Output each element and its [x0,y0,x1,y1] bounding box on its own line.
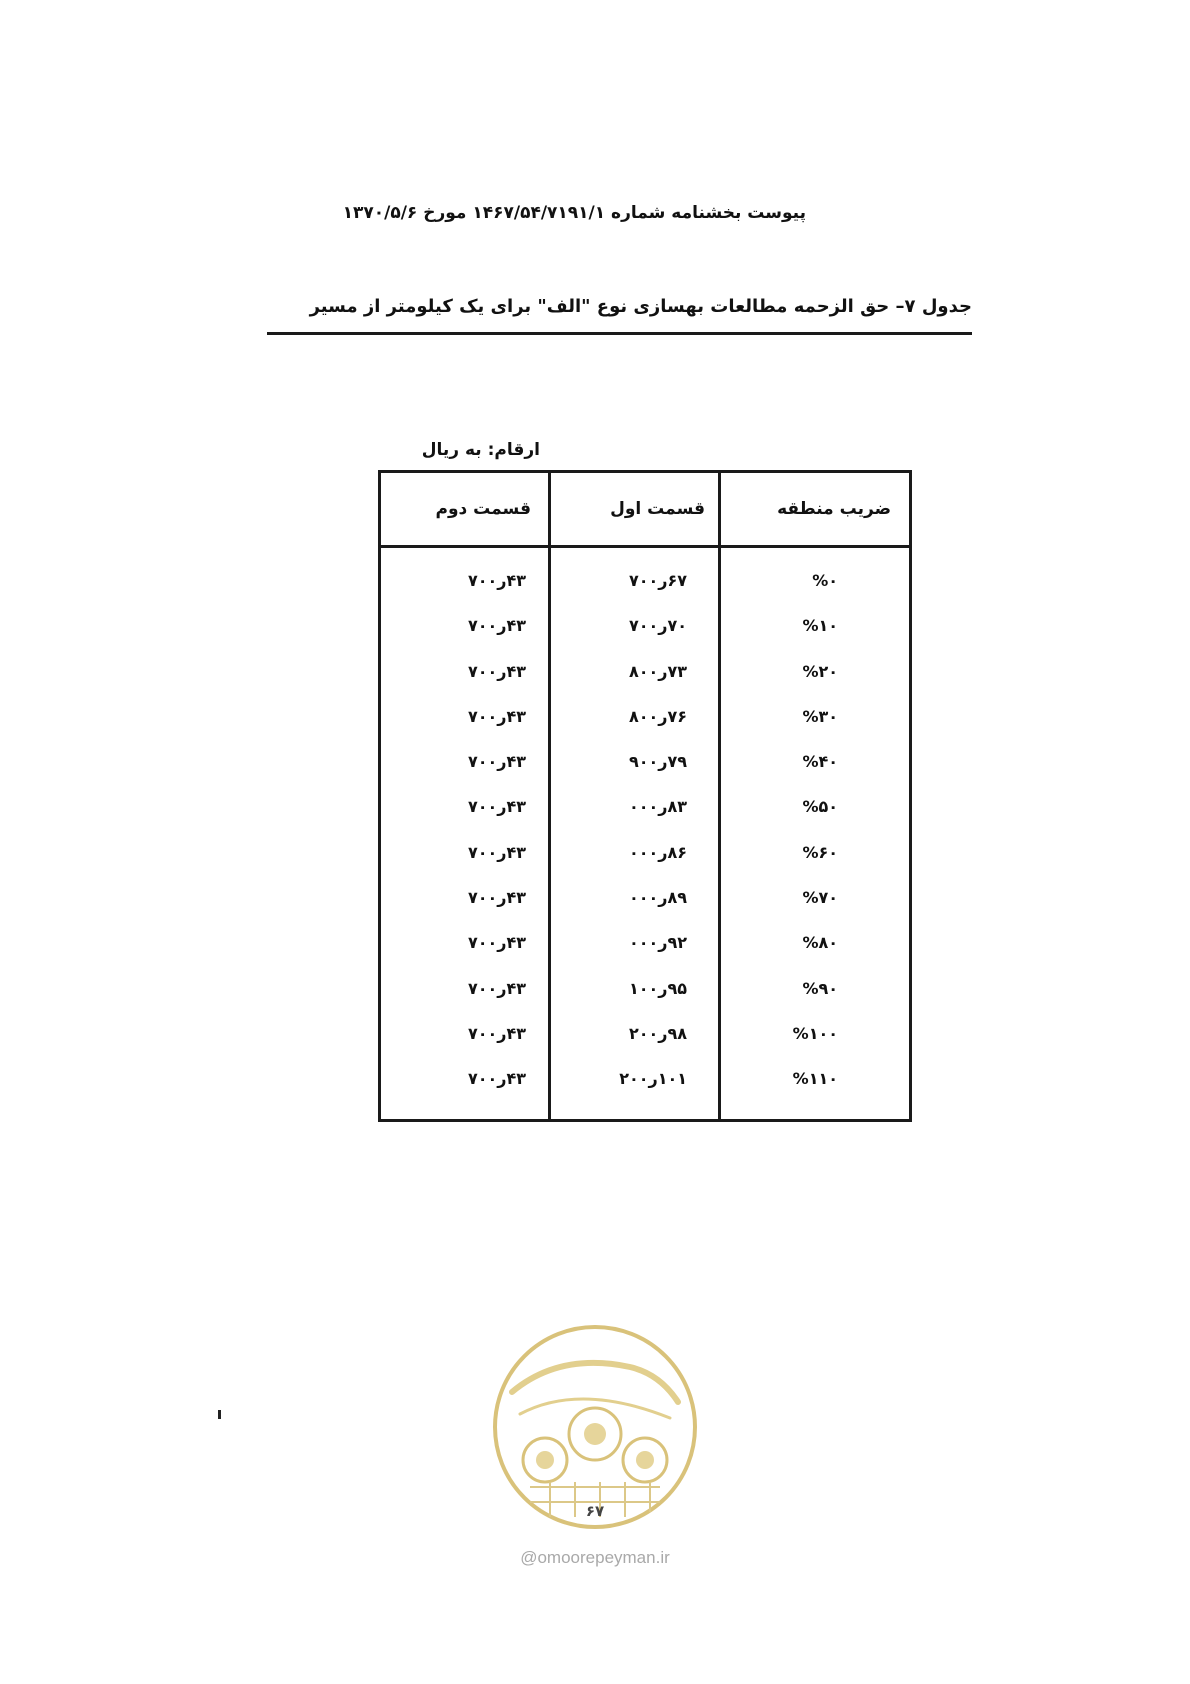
watermark-website: @omoorepeyman.ir [520,1548,670,1567]
zone-cell: %۱۱۰ [792,1069,838,1089]
zone-cell: %۷۰ [802,888,838,908]
first-part-cell: ۹۲ر۰۰۰ [628,933,687,953]
table-row [381,843,909,888]
zone-cell: %۶۰ [802,842,838,862]
zone-cell: %۹۰ [802,978,838,998]
first-part-cell: ۷۳ر۸۰۰ [628,661,687,681]
zone-cell: %۱۰۰ [792,1023,838,1043]
table-row [381,571,909,616]
second-part-cell: ۴۳ر۷۰۰ [467,888,526,908]
page-number: ۶۷ [585,1502,605,1520]
fee-table [378,470,912,1122]
zone-cell: %۳۰ [802,706,838,726]
header-divider [381,545,909,548]
table-body [381,571,909,1115]
second-part-cell: ۴۳ر۷۰۰ [467,978,526,998]
first-part-cell: ۸۶ر۰۰۰ [628,842,687,862]
attachment-reference: پیوست بخشنامه شماره ۱۴۶۷/۵۴/۷۱۹۱/۱ مورخ ۱۳۷۰/۵/۶ [342,203,806,223]
zone-cell: %۱۰ [802,616,838,636]
table-row [381,933,909,978]
table-row [381,707,909,752]
table-row [381,1069,909,1114]
zone-cell: %۲۰ [802,661,838,681]
second-part-cell: ۴۳ر۷۰۰ [467,933,526,953]
first-part-cell: ۷۹ر۹۰۰ [628,752,687,772]
first-part-cell: ۸۹ر۰۰۰ [628,888,687,908]
first-part-cell: ۱۰۱ر۲۰۰ [619,1069,687,1089]
second-part-cell: ۴۳ر۷۰۰ [467,1023,526,1043]
column-header-first-part: قسمت اول [610,499,705,519]
second-part-cell: ۴۳ر۷۰۰ [467,706,526,726]
second-part-cell: ۴۳ر۷۰۰ [467,842,526,862]
column-header-zone: ضریب منطقه [777,499,891,519]
first-part-cell: ۹۸ر۲۰۰ [628,1023,687,1043]
first-part-cell: ۹۵ر۱۰۰ [628,978,687,998]
second-part-cell: ۴۳ر۷۰۰ [467,797,526,817]
table-title: جدول ۷– حق الزحمه مطالعات بهسازی نوع "الف" برای یک کیلومتر از مسیر [309,296,972,317]
table-row [381,662,909,707]
second-part-cell: ۴۳ر۷۰۰ [467,661,526,681]
table-row [381,797,909,842]
second-part-cell: ۴۳ر۷۰۰ [467,571,526,590]
second-part-cell: ۴۳ر۷۰۰ [467,1069,526,1089]
second-part-cell: ۴۳ر۷۰۰ [467,752,526,772]
watermark-stamp-logo [490,1322,700,1532]
zone-cell: %۵۰ [802,797,838,817]
table-row [381,979,909,1024]
units-note: ارقام: به ریال [421,440,540,460]
table-row [381,752,909,797]
column-header-second-part: قسمت دوم [435,499,531,519]
table-row [381,616,909,661]
first-part-cell: ۷۰ر۷۰۰ [628,616,687,636]
second-part-cell: ۴۳ر۷۰۰ [467,616,526,636]
title-underline [267,332,972,335]
table-row [381,888,909,933]
first-part-cell: ۸۳ر۰۰۰ [628,797,687,817]
margin-mark [218,1410,221,1419]
zone-cell: %۴۰ [802,752,838,772]
zone-cell: %۰ [812,571,838,590]
first-part-cell: ۶۷ر۷۰۰ [628,571,687,590]
zone-cell: %۸۰ [802,933,838,953]
table-row [381,1024,909,1069]
first-part-cell: ۷۶ر۸۰۰ [628,706,687,726]
